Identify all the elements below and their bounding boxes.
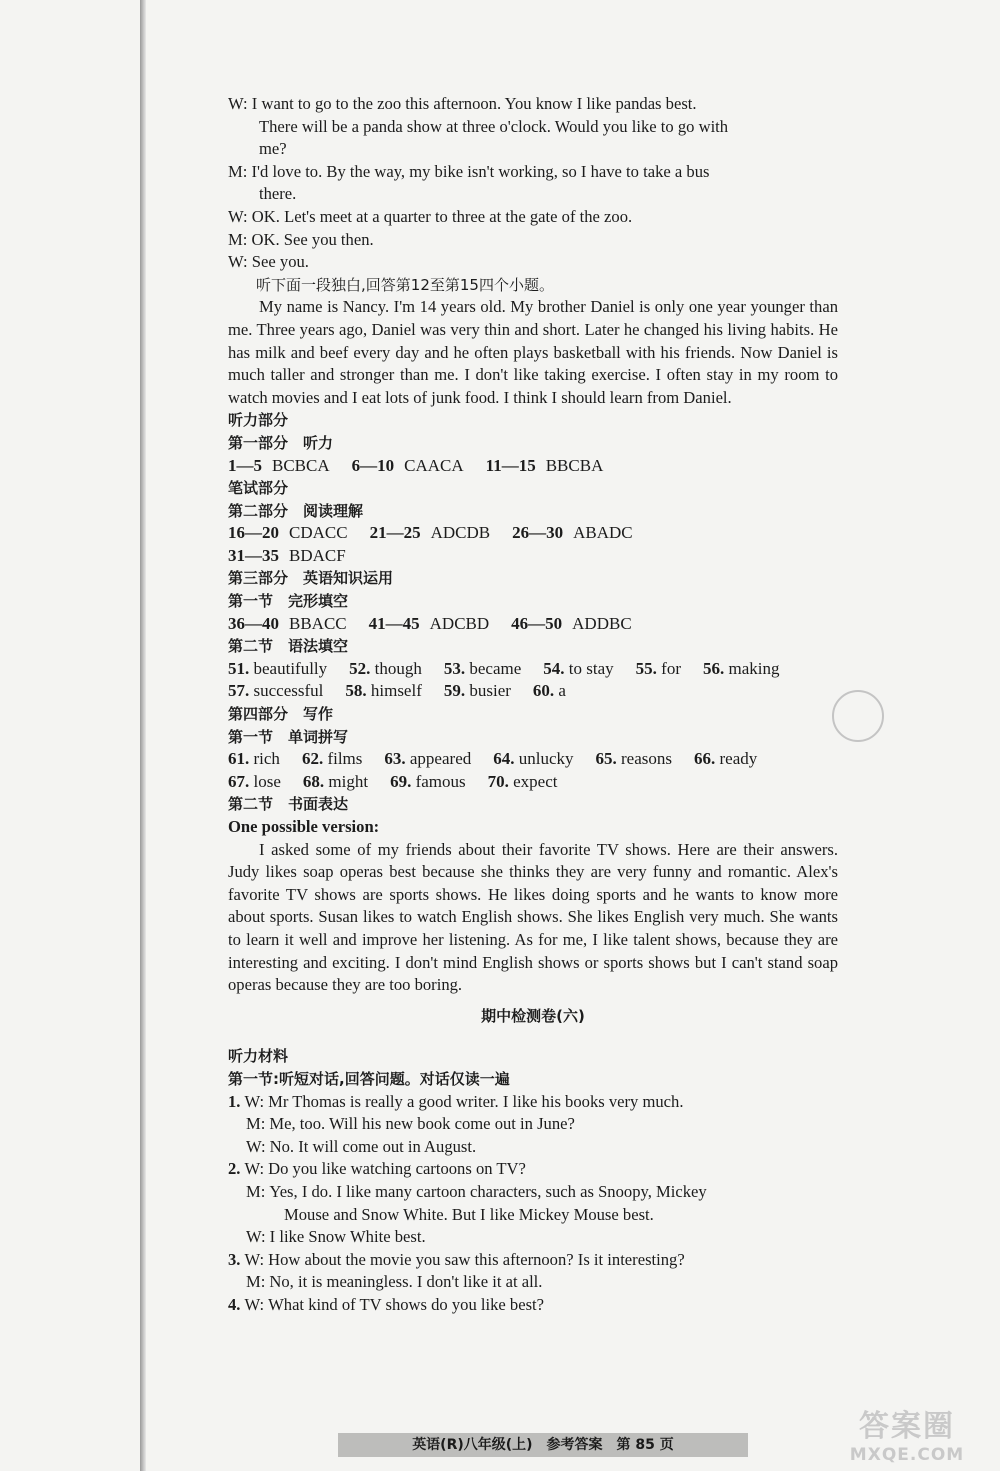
answer-number: 64. (493, 749, 515, 769)
question-number: 4. (228, 1294, 241, 1314)
answer-letters: BCBCA (272, 455, 330, 475)
answer-word: became (465, 658, 522, 678)
answer-word: for (656, 658, 681, 678)
dialogue-line (228, 206, 838, 229)
speaker-label: W: (244, 1091, 265, 1111)
dialogue-line (228, 116, 838, 139)
answer-item (703, 658, 780, 681)
answer-word: appeared (405, 749, 472, 769)
dialogue-text: Mr Thomas is really a good writer. I like his books very much. (268, 1091, 684, 1111)
answer-item (349, 658, 422, 681)
answer-item (694, 748, 757, 771)
answer-number: 55. (635, 658, 657, 678)
dialogue-text: Me, too. Will his new book come out in June? (269, 1114, 575, 1134)
question-line (228, 1249, 838, 1272)
answer-range: 36—40 (228, 613, 279, 633)
answer-number: 52. (349, 658, 371, 678)
answer-word: rich (249, 749, 280, 769)
material-heading: 听力材料 (228, 1047, 289, 1066)
part2-answers-row2 (228, 545, 838, 568)
answer-item (390, 771, 466, 794)
grammar-answers-row2 (228, 680, 838, 703)
dialogue-line (228, 183, 838, 206)
answer-number: 56. (702, 658, 725, 678)
answer-word: successful (249, 681, 324, 701)
question-line (228, 1181, 838, 1204)
part1-heading: 第一部分 听力 (228, 433, 334, 452)
watermark-site: MXQE.COM (849, 1445, 965, 1465)
answer-word: famous (411, 771, 466, 791)
answer-range: 11—15 (485, 455, 536, 475)
answer-item (228, 748, 280, 771)
answer-number: 69. (390, 771, 412, 791)
section2-heading: 第二节 语法填空 (228, 637, 349, 656)
answer-number: 59. (443, 681, 466, 701)
answer-word: beautifully (249, 658, 328, 678)
answer-item (303, 771, 368, 794)
answer-word: films (323, 749, 363, 769)
answer-item (444, 658, 521, 681)
answer-item (228, 680, 323, 703)
essay-text: I asked some of my friends about their favorite TV shows. Here are their answers. Judy likes soap operas best because she thinks they are very funny and romantic. Alex's favorite TV shows are sports shows. He likes doing sports and he wants to know more about sports. Susan likes to watch English shows. She likes English very much. She wants to learn it well and improve her listening. As for me, I like talent shows, because they are interesting and exciting. I don't mind English shows or sports shows but I can't stand soap operas because they are too boring. (228, 839, 838, 995)
answer-number: 62. (301, 749, 324, 769)
question-line (228, 1226, 838, 1249)
answer-number: 63. (384, 749, 406, 769)
answer-letters: CDACC (289, 523, 348, 543)
monologue-text: My name is Nancy. I'm 14 years old. My brother Daniel is only one year younger than me. Three years ago, Daniel was very thin and short. Later he changed his living habits. He has milk and beef every day and he often plays basketball with his friends. Now Daniel is much taller and stronger than me. I don't like taking exercise. I often stay in my room to watch movies and I eat lots of junk food. I think I should learn from Daniel. (228, 297, 838, 407)
speaker-label: M: (246, 1272, 266, 1292)
answer-item (302, 748, 362, 771)
answer-word: though (370, 658, 422, 678)
answer-number: 54. (543, 658, 565, 678)
speaker-label: M: (246, 1181, 266, 1201)
dialogue-line (228, 93, 838, 116)
answer-item (345, 680, 422, 703)
answer-item (488, 771, 558, 794)
dialogue-text: I want to go to the zoo this afternoon. You know I like pandas best. (247, 94, 697, 113)
part2-heading: 第二部分 阅读理解 (228, 501, 364, 520)
question-number: 2. (228, 1159, 241, 1179)
dialogue-text: How about the movie you saw this afternoon? Is it interesting? (268, 1249, 685, 1269)
answer-item (444, 680, 511, 703)
answer-item (543, 658, 613, 681)
answer-range: 6—10 (351, 455, 395, 475)
dialogue-text: me? (259, 139, 287, 159)
dialogue-text: See you. (247, 252, 309, 272)
answer-number: 51. (228, 658, 250, 678)
stamp-mark (832, 690, 884, 742)
section-instruction: 第一节:听短对话,回答问题。对话仅读一遍 (228, 1069, 510, 1088)
dialogue-text: No. It will come out in August. (269, 1136, 477, 1156)
answer-range: 26—30 (512, 523, 564, 543)
answer-item (533, 680, 566, 703)
speaker-label: W: (228, 94, 248, 113)
binding-edge (140, 0, 146, 1471)
answer-letters: CAACA (404, 455, 464, 475)
page-footer: 英语(R)八年级(上) 参考答案 第 85 页 (338, 1433, 748, 1457)
answer-word: busier (465, 681, 511, 701)
grammar-answers-row1 (228, 658, 838, 681)
answer-letters: ADCDB (430, 523, 491, 543)
answer-word: reasons (616, 749, 672, 769)
dialogue-line (228, 161, 838, 184)
question-line (228, 1091, 838, 1114)
answer-range: 1—5 (228, 455, 262, 475)
answer-number: 70. (487, 771, 509, 791)
dialogue-line (228, 138, 838, 161)
answer-letters: BBACC (289, 613, 347, 633)
answer-letters: ABADC (573, 523, 633, 543)
dialogue-text: No, it is meaningless. I don't like it at all. (269, 1272, 543, 1292)
speaker-label: M: (246, 1114, 266, 1134)
writing-section1-heading: 第一节 单词拼写 (228, 727, 349, 746)
monologue-intro: 听下面一段独白,回答第12至第15四个小题。 (256, 275, 554, 294)
watermark (832, 1401, 982, 1465)
answer-number: 65. (595, 749, 617, 769)
question-line (228, 1271, 838, 1294)
part1-answers (228, 455, 838, 478)
answer-range: 31—35 (228, 545, 279, 565)
dialogue-text: OK. Let's meet at a quarter to three at the gate of the zoo. (247, 206, 633, 226)
listening-heading: 听力部分 (228, 411, 289, 430)
answer-letters: ADDBC (572, 613, 632, 633)
answer-word: unlucky (514, 749, 574, 769)
part4-heading: 第四部分 写作 (228, 705, 334, 724)
test-title: 期中检测卷(六) (481, 1006, 585, 1025)
dialogue-text: I'd love to. By the way, my bike isn't working, so I have to take a bus (247, 161, 710, 181)
answer-number: 58. (345, 681, 367, 701)
answer-number: 67. (228, 771, 250, 791)
section1-heading: 第一节 完形填空 (228, 592, 349, 611)
answer-letters: BDACF (289, 545, 346, 565)
dialogue-text: What kind of TV shows do you like best? (268, 1294, 545, 1314)
answer-number: 68. (302, 771, 325, 791)
answer-word: lose (249, 771, 281, 791)
question-dialogues (228, 1091, 838, 1317)
writing-section2-heading: 第二节 书面表达 (228, 795, 349, 814)
dialogue-text: There will be a panda show at three o'clock. Would you like to go with (259, 116, 729, 136)
dialogue-line (228, 251, 838, 274)
question-number: 1. (228, 1091, 241, 1111)
answer-range: 41—45 (368, 613, 420, 633)
answer-word: expect (508, 771, 558, 791)
dialogue-line (228, 229, 838, 252)
question-line (228, 1294, 838, 1317)
answer-item (596, 748, 672, 771)
part3-heading: 第三部分 英语知识运用 (228, 569, 394, 588)
speaker-label: W: (244, 1159, 265, 1179)
answer-item (493, 748, 573, 771)
dialogue-text: OK. See you then. (247, 229, 374, 249)
answer-word: to stay (564, 658, 614, 678)
answer-range: 21—25 (369, 523, 421, 543)
spelling-answers-row1 (228, 748, 838, 771)
answer-word: might (324, 771, 369, 791)
answer-word: a (554, 681, 566, 701)
speaker-label: W: (244, 1249, 265, 1269)
answer-letters: ADCBD (429, 613, 490, 633)
spelling-answers-row2 (228, 771, 838, 794)
question-number: 3. (228, 1249, 241, 1269)
watermark-logo: 答案圈 (859, 1409, 955, 1444)
cloze-answers (228, 613, 838, 636)
speaker-label: W: (246, 1227, 266, 1247)
answer-range: 46—50 (511, 613, 563, 633)
answer-number: 60. (532, 681, 555, 701)
dialogue-text: there. (259, 184, 297, 204)
answer-letters: BBCBA (545, 455, 604, 475)
question-line (228, 1136, 838, 1159)
dialogue-one (228, 93, 838, 274)
speaker-label: M: (228, 229, 248, 249)
question-line (228, 1204, 838, 1227)
speaker-label: W: (246, 1136, 266, 1156)
answer-word: himself (366, 681, 422, 701)
answer-number: 61. (228, 749, 250, 769)
answer-number: 66. (694, 749, 716, 769)
answer-number: 57. (228, 681, 250, 701)
part2-answers-row1 (228, 522, 838, 545)
dialogue-text: Yes, I do. I like many cartoon characters, such as Snoopy, Mickey (269, 1181, 707, 1201)
question-line (228, 1113, 838, 1136)
possible-version-label: One possible version: (228, 817, 380, 836)
answer-item (636, 658, 681, 681)
page-content (228, 93, 838, 1316)
answer-item (384, 748, 471, 771)
dialogue-text: I like Snow White best. (269, 1227, 426, 1247)
written-heading: 笔试部分 (228, 479, 289, 498)
answer-word: making (724, 658, 780, 678)
answer-number: 53. (443, 658, 466, 678)
answer-item (228, 658, 327, 681)
dialogue-text: Mouse and Snow White. But I like Mickey Mouse best. (284, 1204, 654, 1224)
question-line (228, 1158, 838, 1181)
speaker-label: M: (228, 161, 248, 181)
dialogue-text: Do you like watching cartoons on TV? (268, 1159, 526, 1179)
speaker-label: W: (228, 252, 248, 272)
answer-item (228, 771, 281, 794)
answer-range: 16—20 (228, 523, 279, 543)
answer-word: ready (715, 749, 758, 769)
speaker-label: W: (228, 206, 248, 226)
speaker-label: W: (244, 1294, 265, 1314)
